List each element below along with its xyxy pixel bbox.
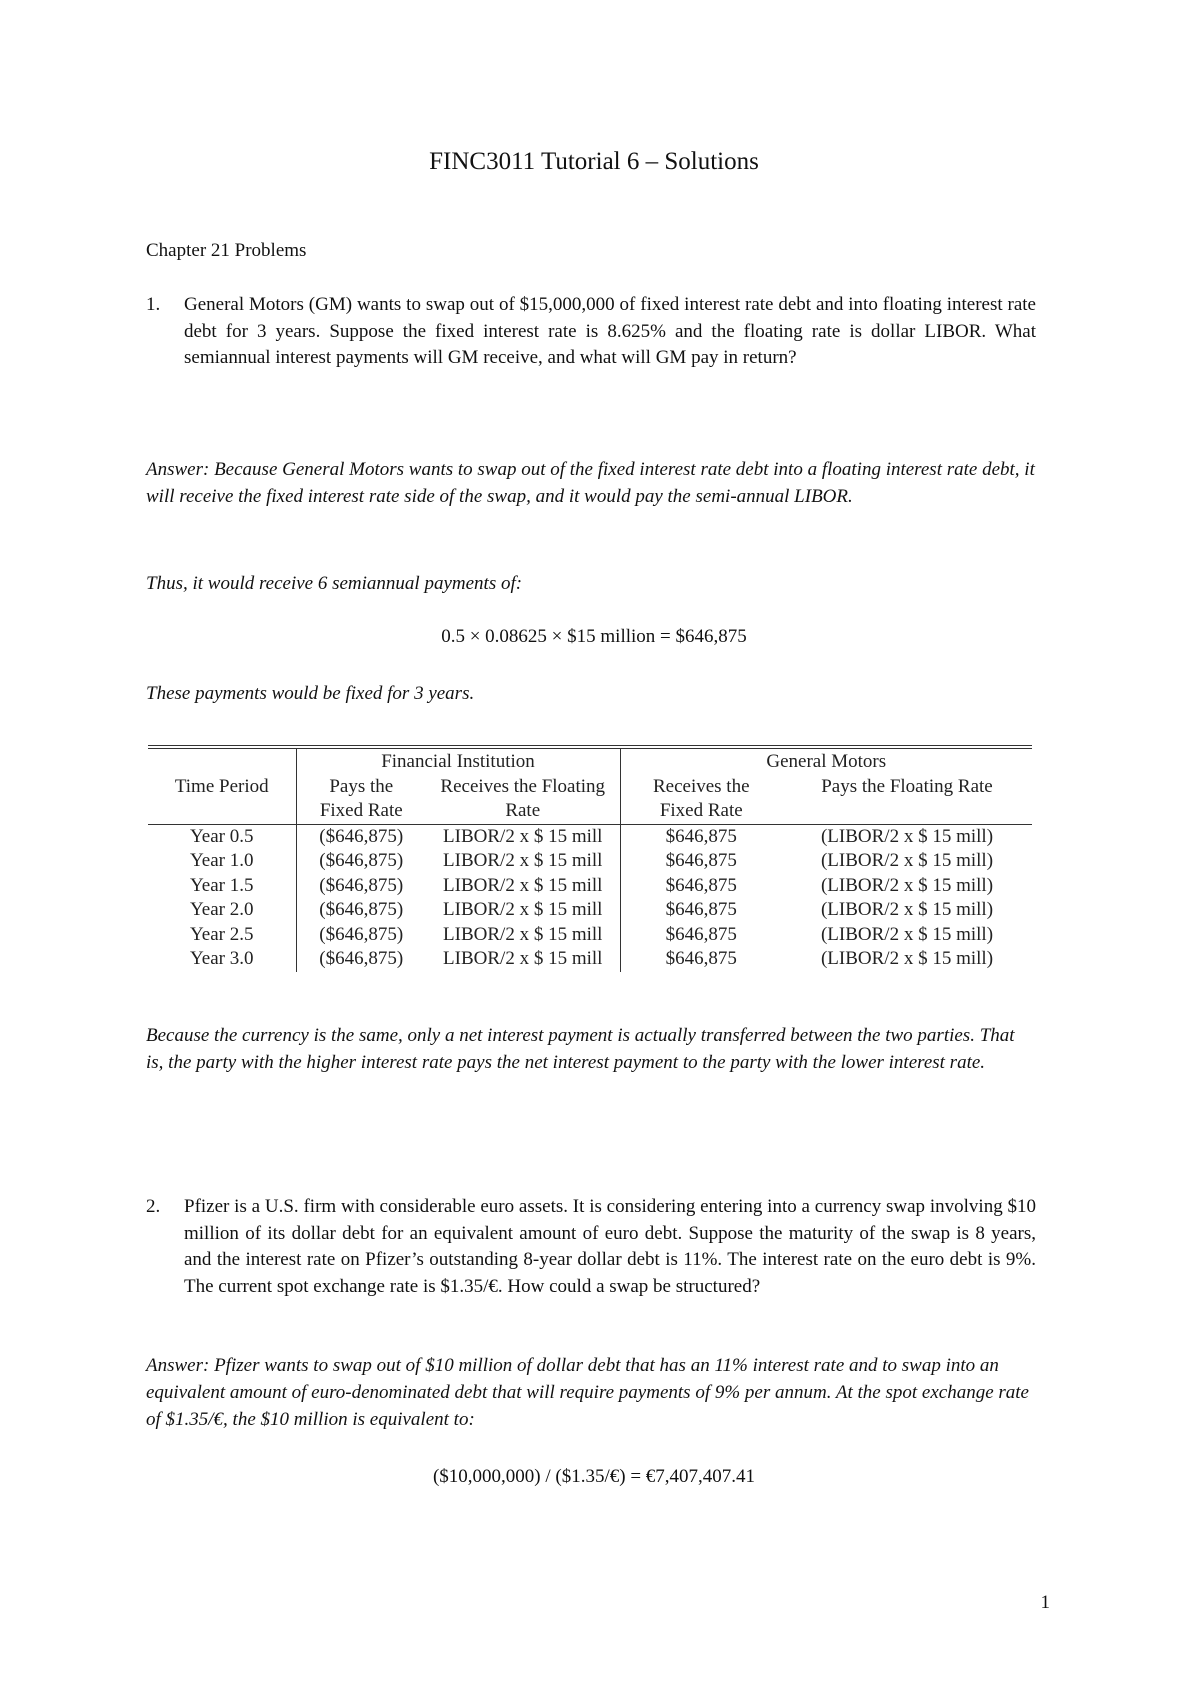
- question-text: General Motors (GM) wants to swap out of $15,000,000 of fixed interest rate debt and into floating interest rate debt for 3 years. Suppose the fixed interest rate is 8.625% and the floating rate is dollar LIBOR. What semiannual interest payments will GM receive, and what will GM pay in return?: [184, 294, 1036, 368]
- page-number: 1: [1040, 1592, 1050, 1613]
- document-title: FINC3011 Tutorial 6 – Solutions: [429, 148, 759, 175]
- answer-1-fixed-note: These payments would be fixed for 3 years.: [146, 683, 475, 704]
- cell-gm-pays: (LIBOR/2 x $ 15 mill): [820, 923, 994, 945]
- table-row: [148, 874, 1032, 899]
- answer-1: Answer: Because General Motors wants to swap out of the fixed interest rate debt into a floating interest rate debt, it will receive the fixed interest rate side of the swap, and it would pay the semi-annual LIBOR.: [146, 459, 1035, 507]
- table-row: [148, 898, 1032, 923]
- cell-gm-pays: (LIBOR/2 x $ 15 mill): [820, 899, 994, 920]
- cell-period: Year 2.5: [189, 923, 254, 945]
- header-financial-institution: Financial Institution: [296, 747, 620, 775]
- cell-gm-receives: $646,875: [620, 947, 782, 972]
- header-fi-receives-2: Rate: [426, 799, 620, 824]
- cell-period: Year 1.5: [189, 874, 254, 896]
- cell-gm-receives: $646,875: [620, 849, 782, 874]
- table-group-header: [148, 747, 1032, 775]
- header-gm-pays: Pays the Floating Rate: [821, 775, 993, 797]
- table-column-header: [148, 775, 1032, 800]
- header-fi-pays: Pays the: [296, 775, 426, 800]
- cell-gm-pays: (LIBOR/2 x $ 15 mill): [820, 850, 994, 871]
- question-1: [146, 292, 1036, 372]
- cell-period: Year 3.0: [189, 948, 254, 969]
- question-text: Pfizer is a U.S. firm with considerable euro assets. It is considering entering into a currency swap involving $10 million of its dollar debt for an equivalent amount of euro debt. Suppose the maturity of the swap is 8 years, and the interest rate on Pfizer’s outstanding 8-year dollar debt is 11%. The interest rate on the euro debt is 9%. The current spot exchange rate is $1.35/€. How could a swap be structured?: [184, 1196, 1036, 1297]
- question-2: [146, 1194, 1036, 1300]
- cell-fi-receives: LIBOR/2 x $ 15 mill: [443, 923, 603, 945]
- cell-fi-receives: LIBOR/2 x $ 15 mill: [443, 948, 603, 969]
- answer-1-net-note: Because the currency is the same, only a net interest payment is actually transferred between the two parties. That is, the party with the higher interest rate pays the net interest payment to the party with the lower interest rate.: [146, 1025, 1015, 1073]
- header-gm-receives-2: Fixed Rate: [620, 799, 782, 824]
- header-general-motors: General Motors: [620, 747, 1032, 775]
- table-column-header-2: [148, 799, 1032, 824]
- cell-gm-receives: $646,875: [620, 923, 782, 948]
- cell-fi-pays: ($646,875): [296, 824, 426, 849]
- cell-fi-pays: ($646,875): [296, 947, 426, 972]
- answer-2: Answer: Pfizer wants to swap out of $10 million of dollar debt that has an 11% interest rate and to swap into an equivalent amount of euro-denominated debt that will require payments of 9% per annum. At the spot exchange rate of $1.35/€, the $10 million is equivalent to:: [146, 1355, 1029, 1430]
- table-row: [148, 947, 1032, 972]
- cell-fi-receives: LIBOR/2 x $ 15 mill: [443, 850, 603, 871]
- cell-fi-pays: ($646,875): [296, 849, 426, 874]
- cell-gm-pays: (LIBOR/2 x $ 15 mill): [820, 825, 994, 847]
- header-fi-receives: Receives the Floating: [440, 775, 606, 797]
- cell-fi-pays: ($646,875): [296, 874, 426, 899]
- cell-period: Year 0.5: [189, 825, 254, 847]
- header-gm-receives: Receives the: [620, 775, 782, 800]
- formula-2: ($10,000,000) / ($1.35/€) = €7,407,407.41: [432, 1466, 756, 1487]
- question-number: 2.: [146, 1196, 161, 1217]
- cell-fi-receives: LIBOR/2 x $ 15 mill: [443, 825, 603, 847]
- cell-period: Year 1.0: [189, 850, 254, 871]
- table-row: [148, 824, 1032, 849]
- chapter-heading: Chapter 21 Problems: [146, 240, 307, 261]
- table-row: [148, 849, 1032, 874]
- cell-period: Year 2.0: [189, 899, 254, 920]
- header-time-period: Time Period: [174, 775, 269, 797]
- cell-gm-receives: $646,875: [620, 824, 782, 849]
- table-row: [148, 923, 1032, 948]
- cell-fi-receives: LIBOR/2 x $ 15 mill: [443, 899, 603, 920]
- cell-gm-receives: $646,875: [620, 874, 782, 899]
- formula-1: 0.5 × 0.08625 × $15 million = $646,875: [441, 626, 747, 647]
- cell-gm-receives: $646,875: [620, 898, 782, 923]
- cell-fi-receives: LIBOR/2 x $ 15 mill: [443, 874, 603, 896]
- question-number: 1.: [146, 294, 161, 315]
- cell-gm-pays: (LIBOR/2 x $ 15 mill): [820, 948, 994, 969]
- answer-1-thus: Thus, it would receive 6 semiannual payments of:: [146, 573, 523, 594]
- header-fi-pays-2: Fixed Rate: [296, 799, 426, 824]
- swap-payments-table: [148, 745, 1032, 972]
- cell-fi-pays: ($646,875): [296, 923, 426, 948]
- cell-gm-pays: (LIBOR/2 x $ 15 mill): [820, 874, 994, 896]
- cell-fi-pays: ($646,875): [296, 898, 426, 923]
